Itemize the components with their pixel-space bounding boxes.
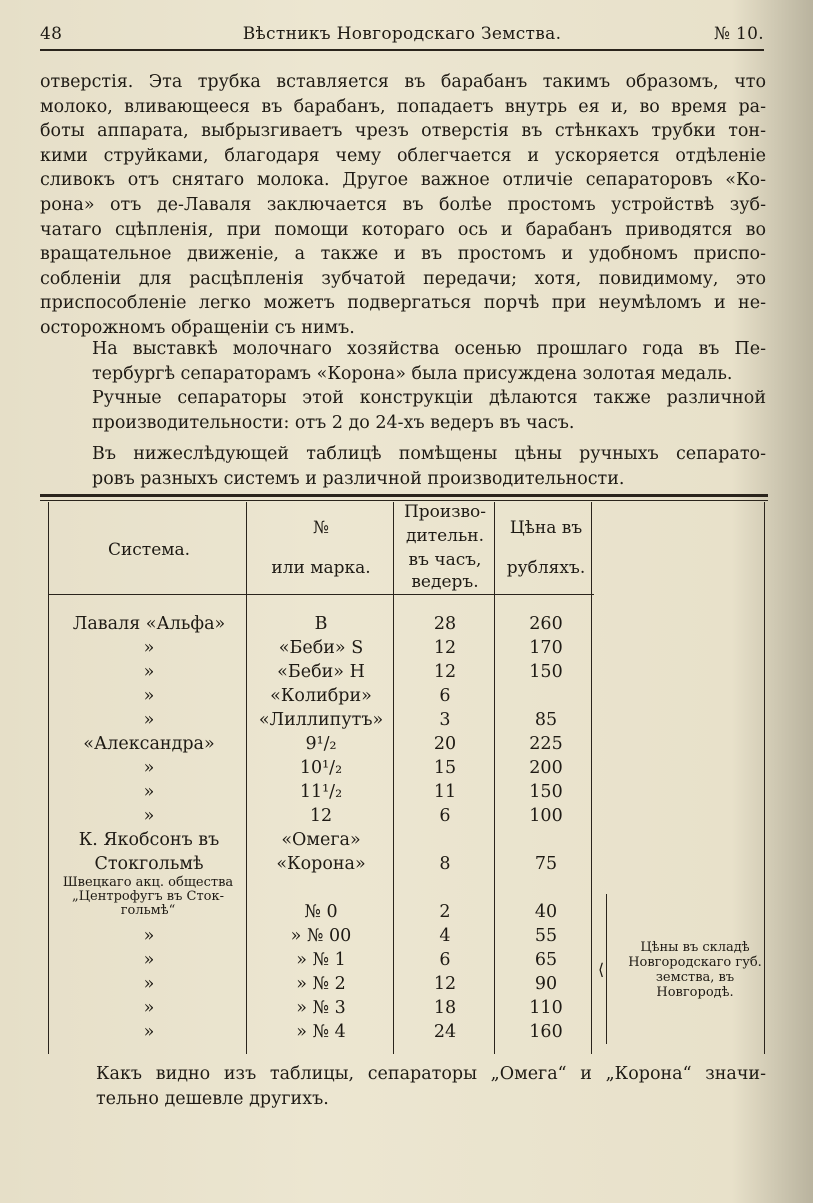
header-productivity: Произво-	[403, 502, 487, 522]
cell-price: 55	[534, 926, 558, 946]
cell-system: »	[143, 710, 155, 730]
cell-system: »	[143, 974, 155, 994]
text-line: вращательное движеніе, а также и въ простомъ и удобномъ приспо-	[40, 244, 766, 265]
table-rule	[40, 494, 768, 497]
header-mark: или марка.	[271, 558, 371, 578]
cell-productivity: 6	[439, 806, 451, 826]
cell-mark: 12	[309, 806, 333, 826]
cell-productivity: 6	[439, 950, 451, 970]
cell-mark: B	[314, 614, 328, 634]
cell-productivity: 12	[433, 662, 457, 682]
cell-system: «Александра»	[83, 734, 215, 754]
text-line: сливокъ отъ снятаго молока. Другое важное отличіе сепараторовъ «Ко-	[40, 170, 766, 191]
text-line: чатаго сцѣпленія, при помощи котораго ось и барабанъ приводятся во	[40, 219, 766, 240]
text-line: собленіи для расцѣпленія зубчатой передачи; хотя, повидимому, это	[40, 268, 766, 289]
cell-price: 260	[529, 614, 563, 634]
cell-system: »	[143, 662, 155, 682]
table-border	[393, 502, 394, 1054]
header-system: Система.	[107, 540, 191, 560]
cell-mark: 9¹/₂	[305, 734, 337, 754]
text-line: осторожномъ обращеніи съ нимъ.	[40, 317, 355, 338]
running-header	[40, 24, 764, 50]
cell-price: 85	[534, 710, 558, 730]
page-number: 48	[40, 24, 63, 44]
cell-mark: » № 00	[290, 926, 352, 946]
cell-system: Швецкаго акц. общества „Центрофугъ въ Сток- гольмѣ“	[62, 875, 234, 918]
text-line: тербургѣ сепараторамъ «Корона» была присуждена золотая медаль.	[92, 363, 733, 384]
text-line: Ручные сепараторы этой конструкціи дѣлаются также различной	[92, 388, 766, 408]
text-line: Какъ видно изъ таблицы, сепараторы „Омега“ и „Корона“ значи-	[96, 1064, 766, 1084]
cell-productivity: 15	[433, 758, 457, 778]
cell-system: »	[143, 926, 155, 946]
cell-productivity: 20	[433, 734, 457, 754]
text-line: На выставкѣ молочнаго хозяйства осенью прошлаго года въ Пе-	[92, 339, 766, 359]
cell-productivity: 12	[433, 974, 457, 994]
cell-mark: » № 2	[296, 974, 346, 994]
issue-number: № 10.	[713, 24, 764, 44]
header-mark: №	[312, 518, 330, 538]
cell-system: Лаваля «Альфа»	[72, 614, 226, 634]
cell-mark: » № 1	[296, 950, 346, 970]
cell-mark: «Беби» S	[278, 638, 364, 658]
text-line: молоко, вливающееся въ барабанъ, попадаетъ внутрь ея и, во время ра-	[40, 96, 766, 117]
cell-mark: № 0	[304, 902, 338, 922]
paragraph-1	[40, 70, 766, 341]
cell-price: 40	[534, 902, 558, 922]
price-note: Цѣны въ складѣ Новгородскаго губ. земства, въ Новгородѣ.	[628, 940, 762, 1000]
cell-price: 170	[529, 638, 563, 658]
cell-system: »	[143, 950, 155, 970]
cell-price: 200	[529, 758, 563, 778]
cell-productivity: 8	[439, 854, 451, 874]
text-line: кими струйками, благодаря чему облегчается и ускоряется отдѣленіе	[40, 145, 766, 166]
cell-price: 110	[529, 998, 563, 1018]
table-border	[48, 502, 49, 1054]
paragraph-4	[40, 442, 766, 491]
cell-productivity: 12	[433, 638, 457, 658]
text-line: Въ нижеслѣдующей таблицѣ помѣщены цѣны ручныхъ сепарато-	[92, 444, 766, 464]
cell-system: Стокгольмѣ	[94, 854, 204, 874]
text-line: производительности: отъ 2 до 24-хъ ведеръ въ часъ.	[92, 412, 575, 433]
cell-price: 90	[534, 974, 558, 994]
text-line: рона» отъ де-Лаваля заключается въ болѣе простомъ устройствѣ зуб-	[40, 194, 766, 215]
cell-productivity: 28	[433, 614, 457, 634]
cell-productivity: 4	[439, 926, 451, 946]
header-productivity: дительн.	[405, 526, 485, 546]
cell-price: 65	[534, 950, 558, 970]
header-productivity: въ часъ,	[408, 550, 482, 570]
text-line: боты аппарата, выбрызгиваетъ чрезъ отверстія въ стѣнкахъ трубки тон-	[40, 121, 766, 142]
cell-productivity: 11	[433, 782, 457, 802]
cell-productivity: 18	[433, 998, 457, 1018]
paragraph-3	[40, 386, 766, 435]
cell-system: »	[143, 758, 155, 778]
cell-mark: «Корона»	[276, 854, 366, 874]
text-line: тельно дешевле другихъ.	[96, 1088, 329, 1109]
cell-system: »	[143, 806, 155, 826]
paragraph-2	[40, 337, 766, 386]
cell-mark: 10¹/₂	[299, 758, 343, 778]
cell-productivity: 2	[439, 902, 451, 922]
brace-tip: ⟨	[598, 960, 605, 979]
cell-mark: «Беби» H	[277, 662, 365, 682]
cell-productivity: 6	[439, 686, 451, 706]
cell-price: 100	[529, 806, 563, 826]
header-separator	[48, 594, 594, 595]
table-border	[494, 502, 495, 1054]
cell-price: 150	[529, 782, 563, 802]
text-line: приспособленіе легко можетъ подвергаться порчѣ при неумѣломъ и не-	[40, 293, 766, 314]
cell-system: »	[143, 638, 155, 658]
text-line: отверстія. Эта трубка вставляется въ барабанъ такимъ образомъ, что	[40, 72, 766, 92]
text-line: ровъ разныхъ системъ и различной производительности.	[92, 468, 625, 489]
cell-system: »	[143, 686, 155, 706]
cell-price: 160	[529, 1022, 563, 1042]
header-price: Цѣна въ	[509, 518, 583, 538]
cell-mark: «Омега»	[281, 830, 361, 850]
cell-mark: «Лиллипутъ»	[258, 710, 384, 730]
cell-price: 150	[529, 662, 563, 682]
price-table	[40, 494, 768, 1054]
cell-system: »	[143, 998, 155, 1018]
cell-mark: » № 4	[296, 1022, 346, 1042]
header-productivity: ведеръ.	[411, 572, 479, 592]
cell-productivity: 3	[439, 710, 451, 730]
cell-system: К. Якобсонъ въ	[78, 830, 220, 850]
cell-mark: » № 3	[296, 998, 346, 1018]
cell-system: »	[143, 782, 155, 802]
cell-price: 225	[529, 734, 563, 754]
header-rule	[40, 49, 764, 51]
cell-mark: 11¹/₂	[299, 782, 343, 802]
brace	[606, 894, 621, 1044]
paragraph-5	[40, 1062, 766, 1111]
header-price: рубляхъ.	[506, 558, 586, 578]
journal-title: Вѣстникъ Новгородскаго Земства.	[242, 24, 562, 44]
cell-system: »	[143, 1022, 155, 1042]
cell-mark: «Колибри»	[270, 686, 372, 706]
table-border	[246, 502, 247, 1054]
cell-price: 75	[534, 854, 558, 874]
cell-productivity: 24	[433, 1022, 457, 1042]
